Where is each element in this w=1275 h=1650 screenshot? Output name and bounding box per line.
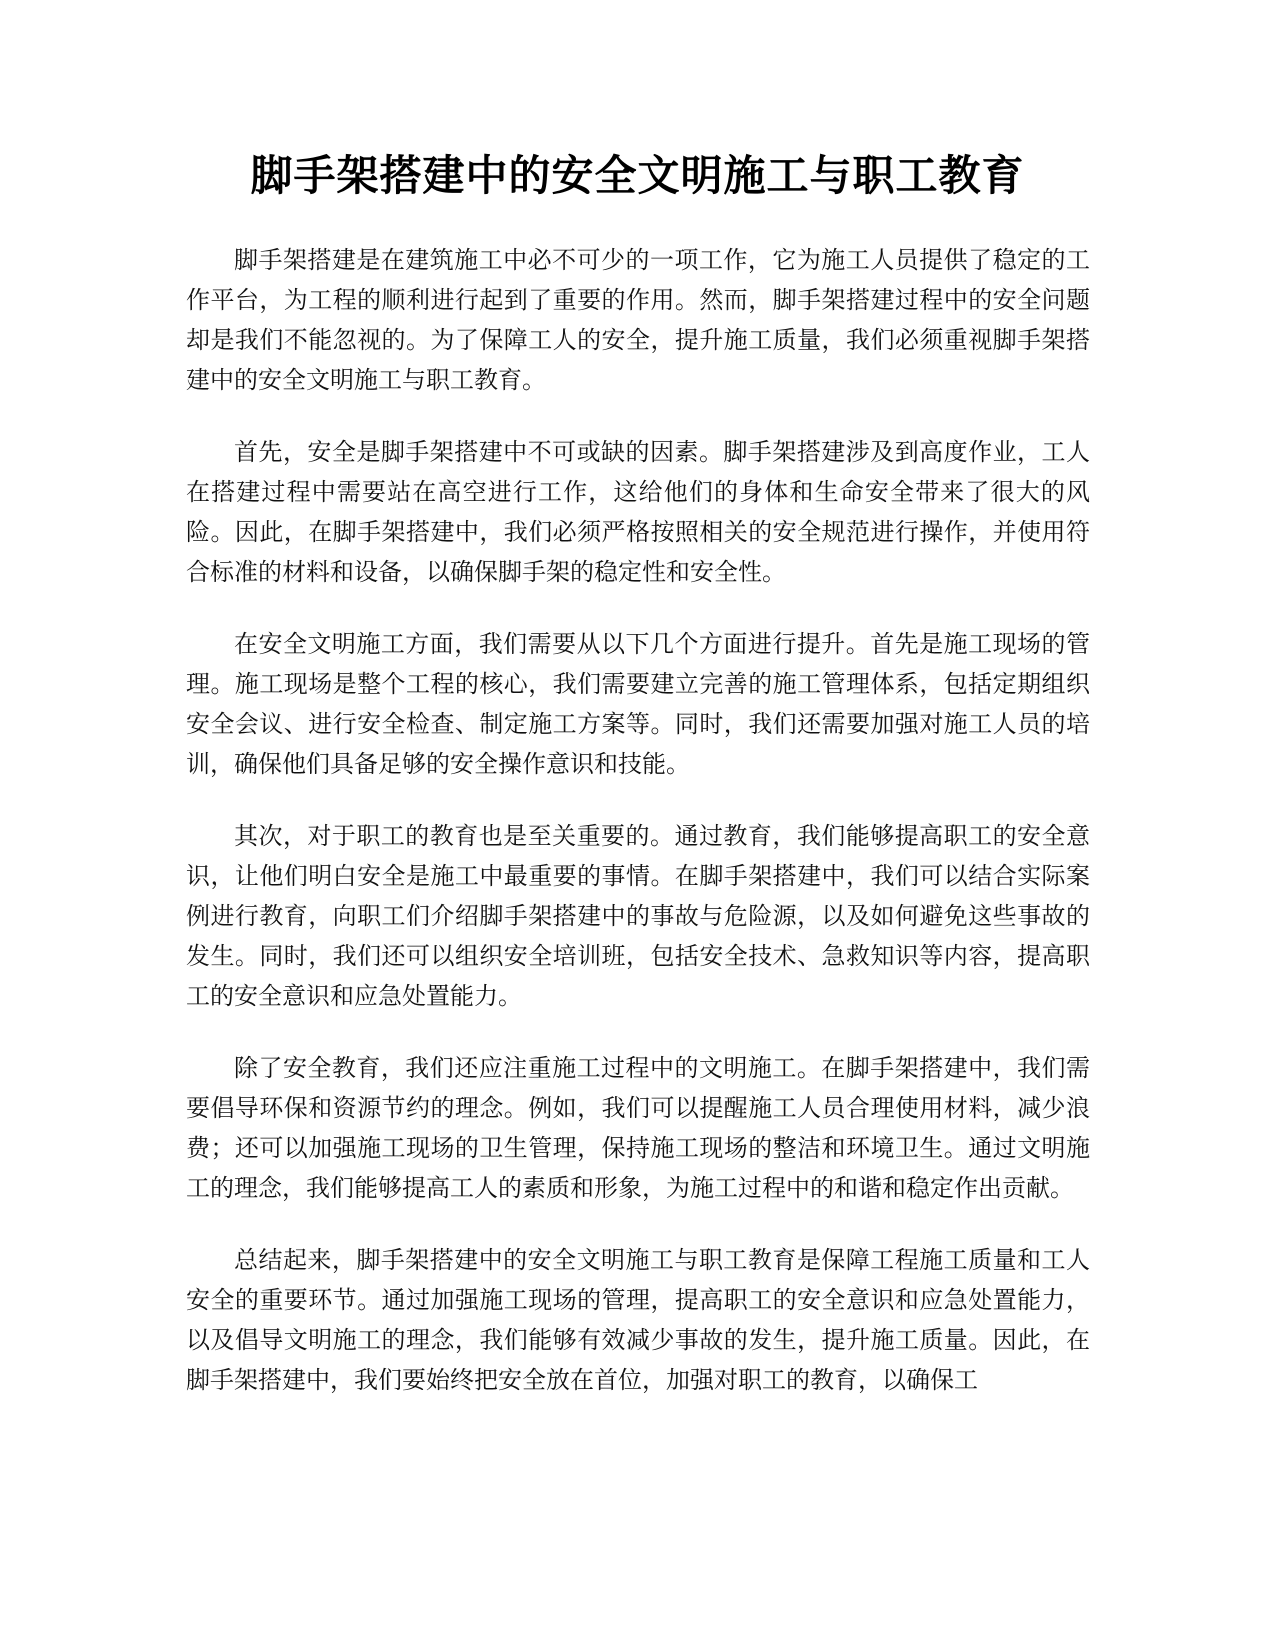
- document-title: 脚手架搭建中的安全文明施工与职工教育: [250, 151, 1025, 200]
- paragraph-intro: 脚手架搭建是在建筑施工中必不可少的一项工作，它为施工人员提供了稳定的工作平台，为工程的顺利进行起到了重要的作用。然而，脚手架搭建过程中的安全问题却是我们不能忽视的。为了保障工人的安全，提升施工质量，我们必须重视脚手架搭建中的安全文明施工与职工教育。: [186, 246, 1090, 394]
- paragraph-civilized-construction: 除了安全教育，我们还应注重施工过程中的文明施工。在脚手架搭建中，我们需要倡导环保和资源节约的理念。例如，我们可以提醒施工人员合理使用材料，减少浪费；还可以加强施工现场的卫生管理，保持施工现场的整洁和环境卫生。通过文明施工的理念，我们能够提高工人的素质和形象，为施工过程中的和谐和稳定作出贡献。: [186, 1054, 1090, 1202]
- paragraph-conclusion: 总结起来，脚手架搭建中的安全文明施工与职工教育是保障工程施工质量和工人安全的重要环节。通过加强施工现场的管理，提高职工的安全意识和应急处置能力，以及倡导文明施工的理念，我们能够有效减少事故的发生，提升施工质量。因此，在脚手架搭建中，我们要始终把安全放在首位，加强对职工的教育，以确保工: [186, 1246, 1090, 1394]
- paragraph-site-management: 在安全文明施工方面，我们需要从以下几个方面进行提升。首先是施工现场的管理。施工现场是整个工程的核心，我们需要建立完善的施工管理体系，包括定期组织安全会议、进行安全检查、制定施工方案等。同时，我们还需要加强对施工人员的培训，确保他们具备足够的安全操作意识和技能。: [186, 630, 1090, 778]
- document-body: [186, 240, 1090, 1432]
- paragraph-worker-education: 其次，对于职工的教育也是至关重要的。通过教育，我们能够提高职工的安全意识，让他们明白安全是施工中最重要的事情。在脚手架搭建中，我们可以结合实际案例进行教育，向职工们介绍脚手架搭建中的事故与危险源，以及如何避免这些事故的发生。同时，我们还可以组织安全培训班，包括安全技术、急救知识等内容，提高职工的安全意识和应急处置能力。: [186, 822, 1090, 1010]
- paragraph-safety: 首先，安全是脚手架搭建中不可或缺的因素。脚手架搭建涉及到高度作业，工人在搭建过程中需要站在高空进行工作，这给他们的身体和生命安全带来了很大的风险。因此，在脚手架搭建中，我们必须严格按照相关的安全规范进行操作，并使用符合标准的材料和设备，以确保脚手架的稳定性和安全性。: [186, 438, 1090, 586]
